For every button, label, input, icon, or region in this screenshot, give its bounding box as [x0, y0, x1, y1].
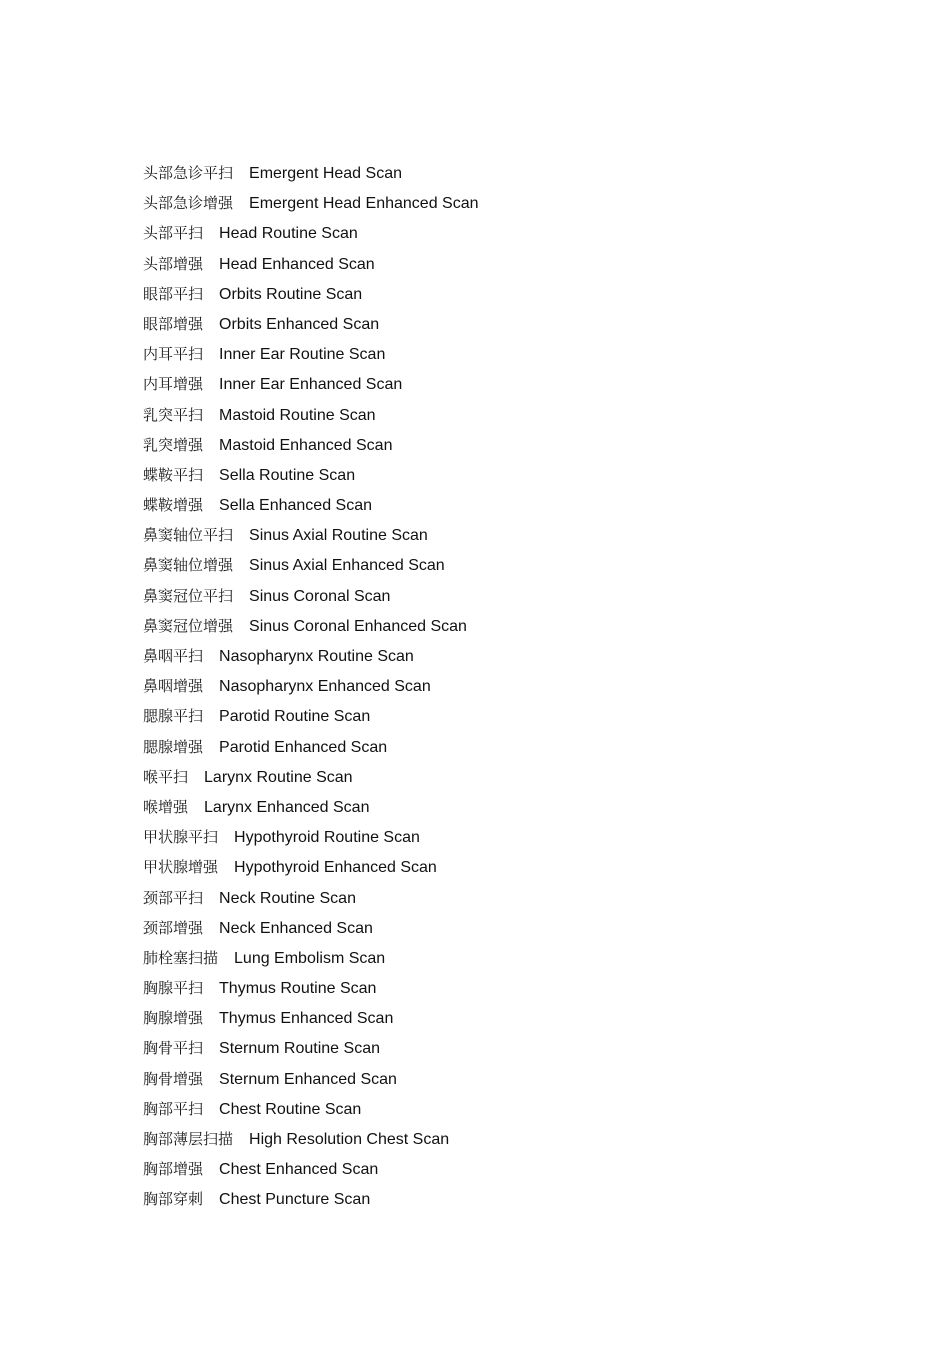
term-english: Mastoid Routine Scan: [219, 406, 376, 424]
term-chinese: 腮腺平扫: [143, 707, 204, 726]
term-english: Larynx Routine Scan: [204, 768, 353, 786]
list-item: [143, 1124, 479, 1154]
term-chinese: 鼻窦轴位增强: [143, 556, 234, 575]
list-item: [143, 279, 479, 309]
term-chinese: 胸部增强: [143, 1160, 204, 1179]
term-english: Thymus Routine Scan: [219, 980, 377, 998]
term-chinese: 胸部薄层扫描: [143, 1130, 234, 1148]
term-chinese: 甲状腺增强: [143, 858, 219, 877]
term-english: Neck Enhanced Scan: [219, 919, 373, 937]
list-item: [143, 732, 479, 762]
term-english: Mastoid Enhanced Scan: [219, 436, 393, 454]
list-item: [143, 822, 479, 852]
term-chinese: 内耳平扫: [143, 345, 204, 364]
list-item: [143, 309, 479, 339]
term-chinese: 乳突平扫: [143, 405, 204, 424]
term-chinese: 胸部穿刺: [143, 1190, 204, 1209]
term-english: Inner Ear Enhanced Scan: [219, 376, 403, 394]
list-item: [143, 1064, 479, 1094]
term-english: Sella Enhanced Scan: [219, 497, 373, 515]
list-item: [143, 611, 479, 641]
list-item: [143, 701, 479, 731]
list-item: [143, 520, 479, 550]
term-english: Emergent Head Scan: [249, 165, 402, 182]
term-chinese: 头部急诊增强: [143, 194, 234, 213]
term-english: Emergent Head Enhanced Scan: [249, 195, 479, 213]
list-item: [143, 1184, 479, 1214]
term-chinese: 颈部平扫: [143, 888, 204, 907]
list-item: [143, 671, 479, 701]
list-item: [143, 883, 479, 913]
list-item: [143, 369, 479, 399]
list-item: [143, 1033, 479, 1063]
list-item: [143, 339, 479, 369]
list-item: [143, 249, 479, 279]
term-chinese: 鼻窦轴位平扫: [143, 526, 234, 545]
list-item: [143, 1003, 479, 1033]
term-chinese: 鼻窦冠位平扫: [143, 586, 234, 605]
list-item: [143, 1154, 479, 1184]
list-item: [143, 400, 479, 430]
term-chinese: 颈部增强: [143, 918, 204, 937]
term-chinese: 鼻窦冠位增强: [143, 616, 234, 635]
term-chinese: 蝶鞍增强: [143, 496, 204, 515]
term-chinese: 喉平扫: [143, 767, 189, 786]
term-english: Sinus Coronal Scan: [249, 587, 391, 605]
term-chinese: 眼部平扫: [143, 284, 204, 303]
term-english: Nasopharynx Routine Scan: [219, 648, 414, 665]
term-chinese: 蝶鞍平扫: [143, 465, 204, 484]
term-english: Head Routine Scan: [219, 225, 358, 243]
term-english: Sternum Enhanced Scan: [219, 1070, 397, 1088]
term-english: Neck Routine Scan: [219, 889, 356, 907]
term-english: Lung Embolism Scan: [234, 949, 386, 967]
list-item: [143, 852, 479, 882]
list-item: [143, 913, 479, 943]
term-chinese: 头部平扫: [143, 224, 204, 243]
term-chinese: 眼部增强: [143, 314, 204, 333]
list-item: [143, 188, 479, 218]
term-chinese: 胸骨平扫: [143, 1039, 204, 1058]
term-chinese: 腮腺增强: [143, 737, 204, 756]
list-item: [143, 550, 479, 580]
term-chinese: 胸部平扫: [143, 1099, 204, 1118]
scan-term-list: [143, 158, 479, 1215]
term-chinese: 胸腺增强: [143, 1009, 204, 1028]
list-item: [143, 973, 479, 1003]
term-chinese: 鼻咽增强: [143, 677, 204, 696]
term-english: Inner Ear Routine Scan: [219, 346, 386, 364]
term-english: Parotid Enhanced Scan: [219, 738, 388, 756]
term-chinese: 乳突增强: [143, 435, 204, 454]
term-chinese: 头部急诊平扫: [143, 164, 234, 182]
list-item: [143, 641, 479, 671]
term-english: Sternum Routine Scan: [219, 1040, 380, 1058]
term-english: Sinus Axial Routine Scan: [249, 527, 428, 545]
list-item: [143, 218, 479, 248]
list-item: [143, 490, 479, 520]
list-item: [143, 581, 479, 611]
term-english: Thymus Enhanced Scan: [219, 1010, 394, 1028]
term-english: Parotid Routine Scan: [219, 708, 371, 726]
term-chinese: 鼻咽平扫: [143, 647, 204, 665]
term-chinese: 肺栓塞扫描: [143, 948, 219, 967]
term-english: Sinus Axial Enhanced Scan: [249, 557, 445, 575]
term-chinese: 内耳增强: [143, 375, 204, 394]
term-english: High Resolution Chest Scan: [249, 1131, 450, 1148]
list-item: [143, 792, 479, 822]
list-item: [143, 762, 479, 792]
term-english: Orbits Routine Scan: [219, 285, 363, 303]
term-english: Larynx Enhanced Scan: [204, 798, 370, 816]
term-english: Chest Puncture Scan: [219, 1191, 371, 1209]
term-english: Orbits Enhanced Scan: [219, 315, 380, 333]
term-english: Hypothyroid Routine Scan: [234, 829, 420, 847]
term-chinese: 胸腺平扫: [143, 979, 204, 998]
term-chinese: 胸骨增强: [143, 1069, 204, 1088]
term-english: Head Enhanced Scan: [219, 255, 375, 273]
list-item: [143, 430, 479, 460]
term-english: Sinus Coronal Enhanced Scan: [249, 617, 467, 635]
term-chinese: 甲状腺平扫: [143, 828, 219, 847]
term-english: Hypothyroid Enhanced Scan: [234, 859, 437, 877]
list-item: [143, 1094, 479, 1124]
term-chinese: 喉增强: [143, 797, 189, 816]
term-english: Chest Routine Scan: [219, 1100, 362, 1118]
list-item: [143, 943, 479, 973]
term-chinese: 头部增强: [143, 254, 204, 273]
term-english: Sella Routine Scan: [219, 466, 356, 484]
list-item: [143, 158, 479, 188]
list-item: [143, 460, 479, 490]
term-english: Nasopharynx Enhanced Scan: [219, 678, 431, 696]
term-english: Chest Enhanced Scan: [219, 1161, 379, 1179]
